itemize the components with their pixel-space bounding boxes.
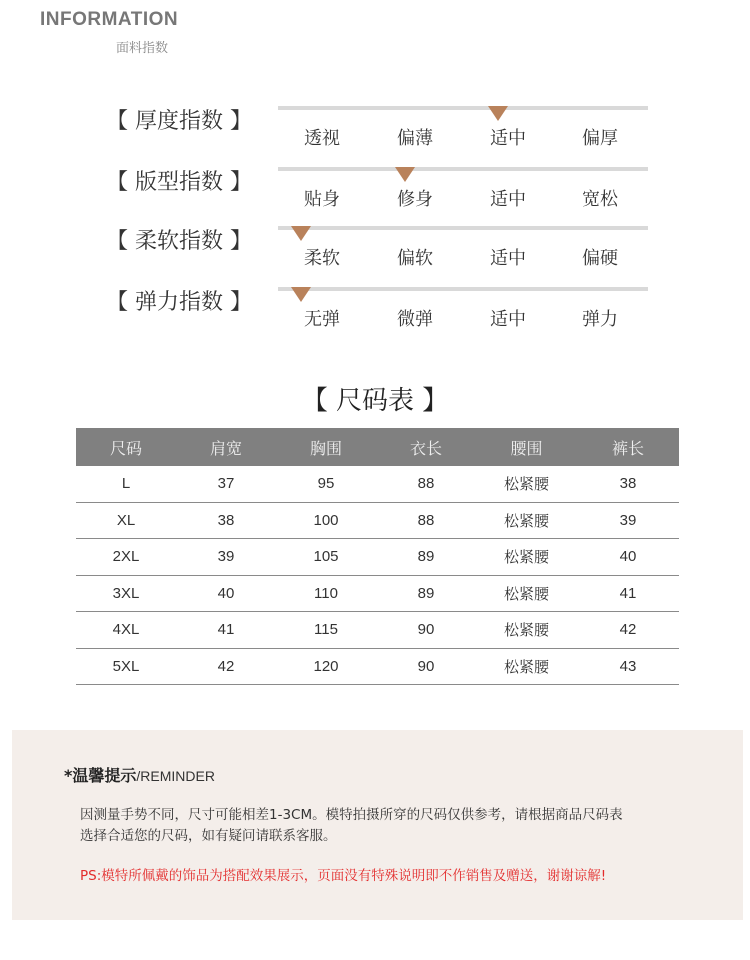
table-row [76,539,679,576]
cell-waist: 松紧腰 [476,539,577,576]
cell-length: 90 [376,648,476,685]
reminder-body [80,805,690,847]
size-table [76,428,679,685]
cell-size: 2XL [76,539,176,576]
cell-pants-length: 39 [577,502,679,539]
reminder-ps-note: PS:模特所佩戴的饰品为搭配效果展示，页面没有特殊说明即不作销售及赠送，谢谢谅解! [80,868,607,884]
header-chest: 胸围 [276,428,376,466]
header-pants-length: 裤长 [577,428,679,466]
fabric-index-option: 偏薄 [397,128,433,149]
cell-length: 89 [376,539,476,576]
fabric-index-option: 无弹 [304,309,340,330]
cell-pants-length: 43 [577,648,679,685]
cell-size: L [76,466,176,502]
cell-shoulder: 39 [176,539,276,576]
table-row [76,502,679,539]
fabric-index-option: 适中 [490,248,526,269]
cell-shoulder: 42 [176,648,276,685]
fabric-index-track [278,106,648,110]
cell-length: 88 [376,502,476,539]
table-row [76,466,679,502]
fabric-index-label: 【 版型指数 】 [106,170,252,195]
fabric-index-option: 偏硬 [582,248,618,269]
header-subtitle: 面料指数 [116,41,169,56]
cell-chest: 100 [276,502,376,539]
fabric-index-row [0,106,750,166]
fabric-index-track [278,287,648,291]
fabric-index-option: 偏厚 [582,128,618,149]
cell-size: 4XL [76,612,176,649]
header-waist: 腰围 [476,428,577,466]
reminder-body-line: 选择合适您的尺码，如有疑问请联系客服。 [80,828,337,844]
fabric-index-label: 【 厚度指数 】 [106,109,252,134]
reminder-title-cn: *温馨提示 [64,766,137,785]
fabric-index-option: 弹力 [582,309,618,330]
reminder-box [12,730,743,920]
fabric-index-option: 透视 [304,128,340,149]
cell-waist: 松紧腰 [476,575,577,612]
cell-length: 89 [376,575,476,612]
fabric-index-label: 【 柔软指数 】 [106,229,252,254]
fabric-index-option: 适中 [490,128,526,149]
fabric-index-option: 宽松 [582,189,618,210]
size-chart-title: 【 尺码表 】 [301,386,449,416]
cell-waist: 松紧腰 [476,648,577,685]
cell-shoulder: 38 [176,502,276,539]
header-size: 尺码 [76,428,176,466]
fabric-index-marker [488,106,508,121]
cell-size: XL [76,502,176,539]
fabric-index-track [278,167,648,171]
table-row [76,648,679,685]
cell-pants-length: 38 [577,466,679,502]
header-length: 衣长 [376,428,476,466]
cell-waist: 松紧腰 [476,502,577,539]
table-row [76,612,679,649]
reminder-title [64,763,215,786]
fabric-index-row [0,167,750,227]
cell-chest: 120 [276,648,376,685]
fabric-index-label: 【 弹力指数 】 [106,290,252,315]
cell-length: 90 [376,612,476,649]
cell-chest: 115 [276,612,376,649]
cell-pants-length: 40 [577,539,679,576]
fabric-index-marker [395,167,415,182]
fabric-index-option: 柔软 [304,248,340,269]
fabric-index-marker [291,287,311,302]
cell-chest: 105 [276,539,376,576]
cell-waist: 松紧腰 [476,612,577,649]
cell-pants-length: 42 [577,612,679,649]
cell-shoulder: 37 [176,466,276,502]
cell-shoulder: 40 [176,575,276,612]
cell-size: 5XL [76,648,176,685]
size-table-header-row [76,428,679,466]
fabric-index-option: 适中 [490,309,526,330]
table-row [76,575,679,612]
fabric-index-option: 修身 [397,189,433,210]
header-shoulder: 肩宽 [176,428,276,466]
reminder-body-line: 因测量手势不同，尺寸可能相差1-3CM。模特拍摄所穿的尺码仅供参考，请根据商品尺码表 [80,807,623,823]
cell-waist: 松紧腰 [476,466,577,502]
fabric-index-row [0,287,750,347]
cell-chest: 95 [276,466,376,502]
fabric-index-marker [291,226,311,241]
fabric-index-option: 微弹 [397,309,433,330]
cell-length: 88 [376,466,476,502]
fabric-index-option: 贴身 [304,189,340,210]
header-title: INFORMATION [40,9,179,30]
reminder-title-en: /REMINDER [136,768,215,784]
cell-shoulder: 41 [176,612,276,649]
cell-chest: 110 [276,575,376,612]
fabric-index-option: 适中 [490,189,526,210]
cell-size: 3XL [76,575,176,612]
fabric-index-option: 偏软 [397,248,433,269]
fabric-index-row [0,226,750,286]
cell-pants-length: 41 [577,575,679,612]
fabric-index-track [278,226,648,230]
